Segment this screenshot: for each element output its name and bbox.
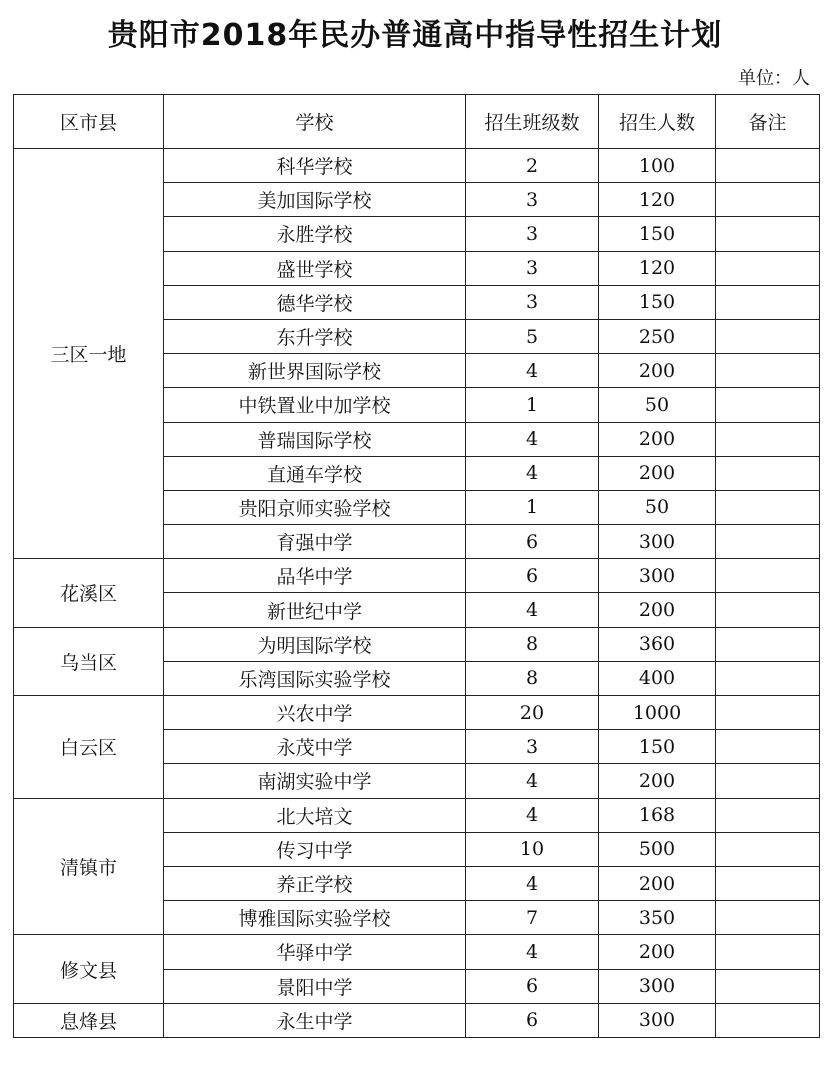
unit-label: 单位：人 bbox=[738, 68, 810, 89]
school-cell: 直通车学校 bbox=[164, 456, 466, 490]
class-count-cell: 6 bbox=[466, 559, 599, 593]
student-count-cell: 200 bbox=[599, 935, 716, 969]
school-cell: 德华学校 bbox=[164, 285, 466, 319]
header-school: 学校 bbox=[164, 95, 466, 149]
class-count-cell: 2 bbox=[466, 149, 599, 183]
class-count-cell: 5 bbox=[466, 319, 599, 353]
student-count-cell: 400 bbox=[599, 661, 716, 695]
class-count-cell: 6 bbox=[466, 525, 599, 559]
student-count-cell: 200 bbox=[599, 422, 716, 456]
note-cell bbox=[716, 901, 820, 935]
student-count-cell: 360 bbox=[599, 627, 716, 661]
table-row bbox=[14, 627, 820, 661]
student-count-cell: 300 bbox=[599, 559, 716, 593]
note-cell bbox=[716, 969, 820, 1003]
header-notes: 备注 bbox=[716, 95, 820, 149]
page-title: 贵阳市2018年民办普通高中指导性招生计划 bbox=[107, 18, 723, 53]
note-cell bbox=[716, 559, 820, 593]
note-cell bbox=[716, 764, 820, 798]
student-count-cell: 300 bbox=[599, 525, 716, 559]
school-cell: 盛世学校 bbox=[164, 251, 466, 285]
student-count-cell: 200 bbox=[599, 456, 716, 490]
school-cell: 美加国际学校 bbox=[164, 183, 466, 217]
school-cell: 养正学校 bbox=[164, 866, 466, 900]
note-cell bbox=[716, 593, 820, 627]
note-cell bbox=[716, 217, 820, 251]
note-cell bbox=[716, 456, 820, 490]
school-cell: 景阳中学 bbox=[164, 969, 466, 1003]
table-row bbox=[14, 935, 820, 969]
student-count-cell: 120 bbox=[599, 251, 716, 285]
class-count-cell: 4 bbox=[466, 422, 599, 456]
school-cell: 为明国际学校 bbox=[164, 627, 466, 661]
school-cell: 永茂中学 bbox=[164, 730, 466, 764]
student-count-cell: 1000 bbox=[599, 696, 716, 730]
class-count-cell: 4 bbox=[466, 593, 599, 627]
district-cell: 修文县 bbox=[14, 935, 164, 1003]
class-count-cell: 6 bbox=[466, 969, 599, 1003]
note-cell bbox=[716, 490, 820, 524]
district-cell: 白云区 bbox=[14, 696, 164, 799]
school-cell: 贵阳京师实验学校 bbox=[164, 490, 466, 524]
class-count-cell: 3 bbox=[466, 251, 599, 285]
note-cell bbox=[716, 251, 820, 285]
class-count-cell: 4 bbox=[466, 764, 599, 798]
school-cell: 品华中学 bbox=[164, 559, 466, 593]
student-count-cell: 120 bbox=[599, 183, 716, 217]
table-row bbox=[14, 149, 820, 183]
class-count-cell: 4 bbox=[466, 866, 599, 900]
header-students: 招生人数 bbox=[599, 95, 716, 149]
class-count-cell: 4 bbox=[466, 354, 599, 388]
student-count-cell: 350 bbox=[599, 901, 716, 935]
school-cell: 中铁置业中加学校 bbox=[164, 388, 466, 422]
student-count-cell: 200 bbox=[599, 764, 716, 798]
class-count-cell: 6 bbox=[466, 1003, 599, 1037]
class-count-cell: 4 bbox=[466, 935, 599, 969]
school-cell: 永生中学 bbox=[164, 1003, 466, 1037]
note-cell bbox=[716, 183, 820, 217]
student-count-cell: 300 bbox=[599, 1003, 716, 1037]
class-count-cell: 4 bbox=[466, 456, 599, 490]
class-count-cell: 3 bbox=[466, 183, 599, 217]
school-cell: 南湖实验中学 bbox=[164, 764, 466, 798]
school-cell: 博雅国际实验学校 bbox=[164, 901, 466, 935]
student-count-cell: 168 bbox=[599, 798, 716, 832]
school-cell: 新世纪中学 bbox=[164, 593, 466, 627]
note-cell bbox=[716, 525, 820, 559]
note-cell bbox=[716, 627, 820, 661]
table-header-row bbox=[14, 95, 820, 149]
student-count-cell: 50 bbox=[599, 388, 716, 422]
school-cell: 北大培文 bbox=[164, 798, 466, 832]
district-cell: 花溪区 bbox=[14, 559, 164, 627]
student-count-cell: 200 bbox=[599, 866, 716, 900]
class-count-cell: 8 bbox=[466, 661, 599, 695]
class-count-cell: 7 bbox=[466, 901, 599, 935]
class-count-cell: 1 bbox=[466, 388, 599, 422]
table-row bbox=[14, 1003, 820, 1037]
school-cell: 普瑞国际学校 bbox=[164, 422, 466, 456]
class-count-cell: 1 bbox=[466, 490, 599, 524]
table-row bbox=[14, 696, 820, 730]
student-count-cell: 500 bbox=[599, 832, 716, 866]
district-cell: 息烽县 bbox=[14, 1003, 164, 1037]
district-cell: 乌当区 bbox=[14, 627, 164, 695]
school-cell: 永胜学校 bbox=[164, 217, 466, 251]
class-count-cell: 3 bbox=[466, 730, 599, 764]
note-cell bbox=[716, 832, 820, 866]
student-count-cell: 50 bbox=[599, 490, 716, 524]
student-count-cell: 200 bbox=[599, 593, 716, 627]
district-cell: 清镇市 bbox=[14, 798, 164, 935]
school-cell: 华驿中学 bbox=[164, 935, 466, 969]
student-count-cell: 150 bbox=[599, 217, 716, 251]
note-cell bbox=[716, 149, 820, 183]
student-count-cell: 100 bbox=[599, 149, 716, 183]
class-count-cell: 10 bbox=[466, 832, 599, 866]
school-cell: 乐湾国际实验学校 bbox=[164, 661, 466, 695]
note-cell bbox=[716, 354, 820, 388]
class-count-cell: 3 bbox=[466, 217, 599, 251]
student-count-cell: 150 bbox=[599, 730, 716, 764]
note-cell bbox=[716, 661, 820, 695]
school-cell: 育强中学 bbox=[164, 525, 466, 559]
student-count-cell: 300 bbox=[599, 969, 716, 1003]
note-cell bbox=[716, 730, 820, 764]
class-count-cell: 8 bbox=[466, 627, 599, 661]
student-count-cell: 250 bbox=[599, 319, 716, 353]
student-count-cell: 150 bbox=[599, 285, 716, 319]
school-cell: 东升学校 bbox=[164, 319, 466, 353]
table-body bbox=[14, 149, 820, 1038]
note-cell bbox=[716, 696, 820, 730]
note-cell bbox=[716, 388, 820, 422]
class-count-cell: 3 bbox=[466, 285, 599, 319]
note-cell bbox=[716, 285, 820, 319]
class-count-cell: 20 bbox=[466, 696, 599, 730]
note-cell bbox=[716, 422, 820, 456]
table-row bbox=[14, 798, 820, 832]
student-count-cell: 200 bbox=[599, 354, 716, 388]
note-cell bbox=[716, 866, 820, 900]
note-cell bbox=[716, 798, 820, 832]
header-district: 区市县 bbox=[14, 95, 164, 149]
note-cell bbox=[716, 319, 820, 353]
enrollment-plan-table bbox=[13, 94, 820, 1038]
note-cell bbox=[716, 1003, 820, 1037]
header-classes: 招生班级数 bbox=[466, 95, 599, 149]
class-count-cell: 4 bbox=[466, 798, 599, 832]
district-cell: 三区一地 bbox=[14, 149, 164, 559]
school-cell: 传习中学 bbox=[164, 832, 466, 866]
school-cell: 新世界国际学校 bbox=[164, 354, 466, 388]
table-row bbox=[14, 559, 820, 593]
school-cell: 科华学校 bbox=[164, 149, 466, 183]
note-cell bbox=[716, 935, 820, 969]
school-cell: 兴农中学 bbox=[164, 696, 466, 730]
